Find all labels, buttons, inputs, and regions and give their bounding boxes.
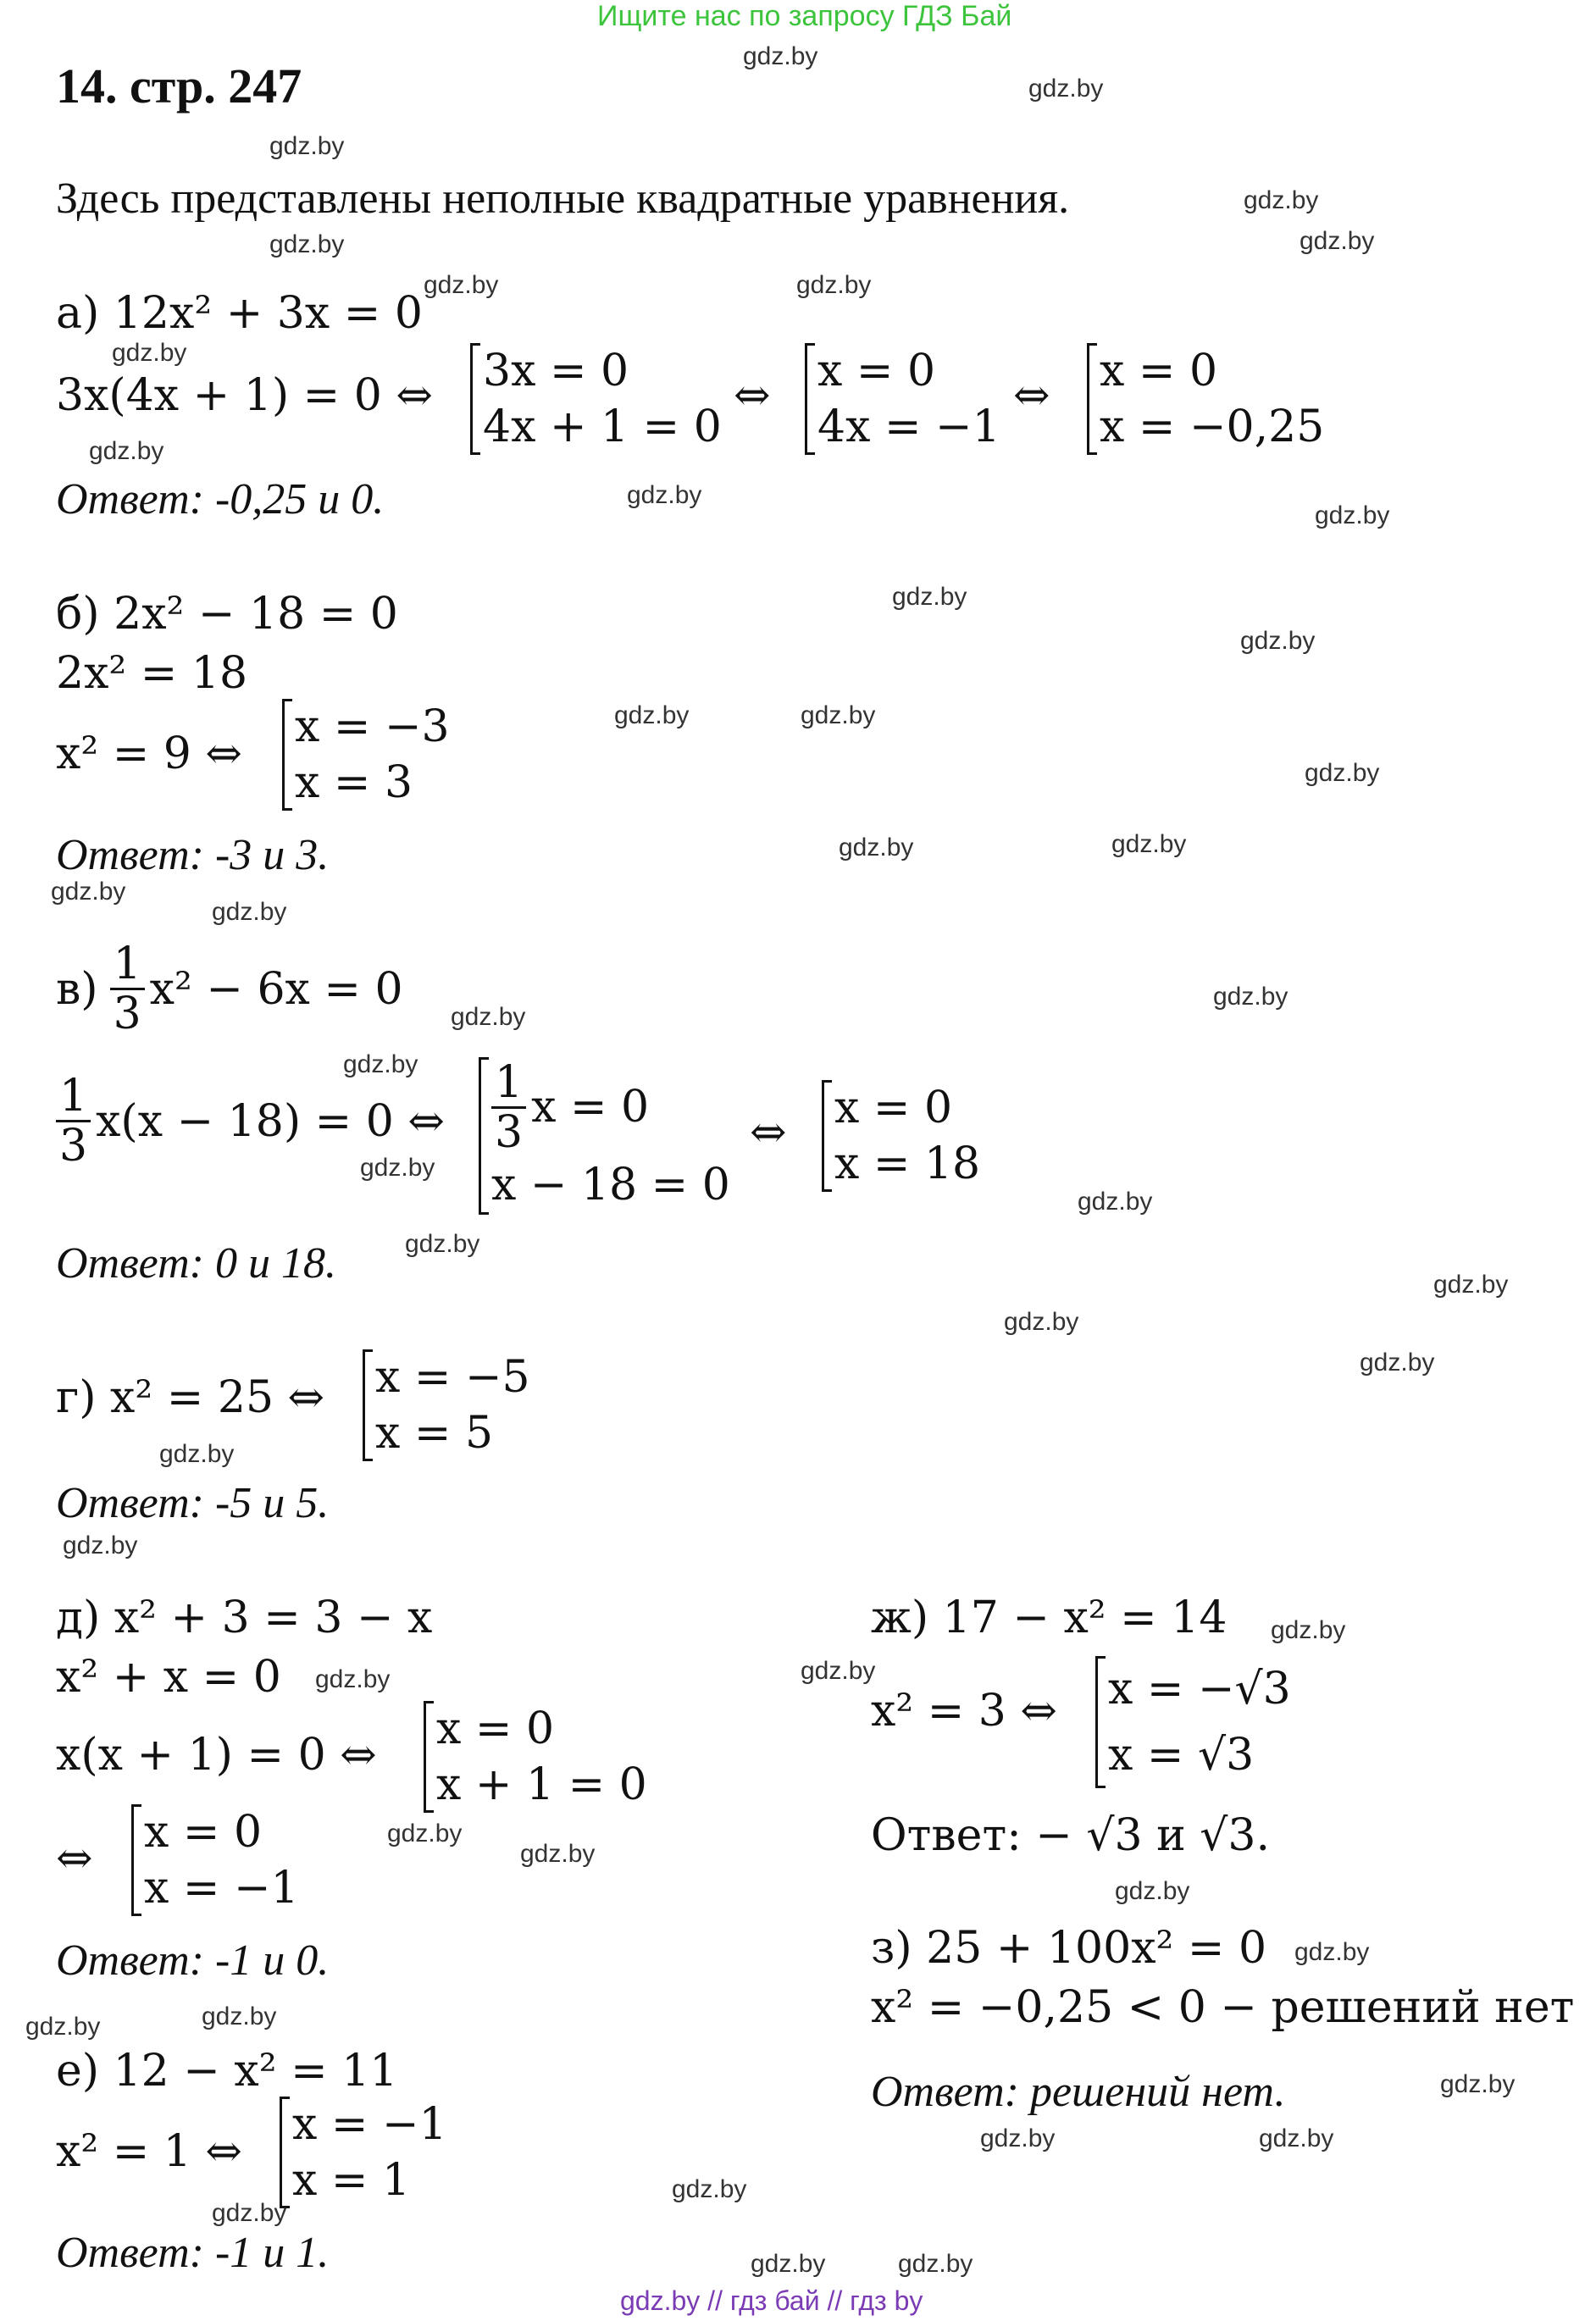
watermark: gdz.by: [743, 42, 818, 70]
task-a-system-3-row-1: x = 0: [1100, 346, 1218, 396]
task-a-line1: 3x(4x + 1) = 0 ⇔: [56, 370, 433, 421]
task-v-answer: Ответ: 0 и 18.: [56, 1239, 336, 1288]
task-d-system-2: [131, 1804, 299, 1916]
task-a-system-1: [470, 343, 722, 455]
watermark: gdz.by: [1240, 627, 1316, 655]
watermark: gdz.by: [424, 271, 499, 299]
task-e-system-row-2: x = 1: [292, 2155, 411, 2206]
watermark: gdz.by: [520, 1840, 596, 1868]
watermark: gdz.by: [405, 1230, 480, 1258]
watermark: gdz.by: [269, 132, 345, 160]
task-g-answer: Ответ: -5 и 5.: [56, 1479, 330, 1527]
task-v-system-1-row-1: [491, 1057, 730, 1157]
task-b-answer: Ответ: -3 и 3.: [56, 831, 330, 879]
watermark: gdz.by: [1078, 1188, 1153, 1216]
search-banner: Ищите нас по запросу ГДЗ Бай: [597, 0, 1012, 32]
task-v-system-row-1-rest: x = 0: [531, 1082, 650, 1133]
task-v-label: [56, 939, 403, 1039]
watermark: gdz.by: [980, 2124, 1056, 2152]
task-b-line2: x² = 9 ⇔: [56, 728, 242, 779]
task-d-arrow: ⇔: [56, 1833, 93, 1884]
task-d-system-1: [424, 1701, 647, 1813]
watermark: gdz.by: [898, 2250, 973, 2278]
watermark: gdz.by: [1028, 75, 1104, 102]
task-v-rest: x² − 6x = 0: [149, 963, 403, 1015]
watermark: gdz.by: [451, 1003, 526, 1031]
task-z-answer: Ответ: решений нет.: [871, 2068, 1286, 2116]
intro-text: Здесь представлены неполные квадратные уравнения.: [56, 174, 1070, 223]
task-a-system-2: [805, 343, 1000, 455]
task-d-line2: x(x + 1) = 0 ⇔: [56, 1730, 377, 1781]
task-z-line1: x² = −0,25 < 0 − решений нет: [871, 1982, 1575, 2033]
task-b-system-row-2: x = 3: [295, 757, 413, 808]
watermark: gdz.by: [1004, 1308, 1079, 1336]
task-e-answer: Ответ: -1 и 1.: [56, 2229, 330, 2277]
watermark: gdz.by: [672, 2175, 747, 2203]
watermark: gdz.by: [1315, 501, 1390, 529]
task-v-line-fraction-numerator: 1: [56, 1074, 91, 1122]
watermark: gdz.by: [1300, 227, 1375, 255]
task-v-system-fraction-numerator: 1: [491, 1061, 526, 1109]
watermark: gdz.by: [1305, 759, 1380, 787]
watermark: gdz.by: [627, 481, 702, 509]
task-a-system-2-row-2: 4x = −1: [817, 402, 1000, 452]
task-v-prefix: в): [56, 963, 98, 1015]
watermark: gdz.by: [1111, 830, 1187, 858]
task-d-system-1-row-1: x = 0: [436, 1703, 555, 1754]
watermark: gdz.by: [1244, 186, 1319, 214]
task-v-fraction-denominator: 3: [113, 989, 141, 1039]
task-d-system-2-row-2: x = −1: [144, 1863, 299, 1914]
watermark: gdz.by: [112, 339, 187, 367]
task-e-line1: x² = 1 ⇔: [56, 2126, 242, 2177]
task-v-system-2: [822, 1080, 980, 1192]
watermark: gdz.by: [360, 1154, 435, 1182]
task-b-label: б) 2x² − 18 = 0: [56, 589, 398, 640]
task-b-line1: 2x² = 18: [56, 648, 248, 699]
watermark: gdz.by: [751, 2250, 826, 2278]
task-g-system-row-2: x = 5: [375, 1408, 494, 1459]
task-v-line-fraction-denominator: 3: [59, 1121, 88, 1172]
watermark: gdz.by: [1213, 983, 1288, 1011]
task-v-system-fraction: [491, 1056, 526, 1158]
watermark: gdz.by: [1271, 1616, 1346, 1644]
footer-links[interactable]: gdz.by // гдз бай // гдз by: [620, 2285, 923, 2316]
watermark: gdz.by: [614, 701, 690, 729]
watermark: gdz.by: [212, 2199, 287, 2227]
task-v-system-2-row-2: x = 18: [834, 1138, 981, 1189]
task-v-line-rest: x(x − 18) = 0 ⇔: [96, 1095, 445, 1147]
task-b-system-row-1: x = −3: [295, 701, 450, 752]
watermark: gdz.by: [1360, 1349, 1435, 1377]
page-heading: 14. стр. 247: [56, 58, 302, 114]
watermark: gdz.by: [25, 2013, 101, 2041]
task-v-system-1: [479, 1057, 730, 1215]
task-a-label: а) 12x² + 3x = 0: [56, 288, 423, 339]
watermark: gdz.by: [1433, 1271, 1509, 1299]
watermark: gdz.by: [63, 1532, 138, 1559]
watermark: gdz.by: [159, 1440, 235, 1468]
task-a-arrow-1: ⇔: [734, 370, 771, 421]
watermark: gdz.by: [202, 2002, 277, 2030]
task-zh-system-row-2: x = √3: [1108, 1730, 1255, 1781]
task-a-answer: Ответ: -0,25 и 0.: [56, 475, 385, 523]
task-v-fraction-numerator: 1: [110, 942, 145, 990]
watermark: gdz.by: [387, 1820, 463, 1847]
task-zh-system: [1095, 1656, 1291, 1788]
watermark: gdz.by: [1259, 2124, 1334, 2152]
task-e-system-row-1: x = −1: [292, 2099, 447, 2150]
task-a-system-3: [1087, 343, 1324, 455]
watermark: gdz.by: [1294, 1938, 1370, 1966]
task-zh-line1: x² = 3 ⇔: [871, 1686, 1057, 1737]
watermark: gdz.by: [801, 1657, 876, 1685]
task-v-system-1-row-2: x − 18 = 0: [491, 1160, 730, 1210]
task-v-line-fraction: [56, 1071, 91, 1172]
task-d-answer: Ответ: -1 и 0.: [56, 1936, 330, 1985]
task-a-arrow-2: ⇔: [1013, 370, 1050, 421]
watermark: gdz.by: [269, 230, 345, 258]
task-b-system: [282, 699, 450, 811]
task-e-label: е) 12 − x² = 11: [56, 2046, 398, 2097]
task-d-system-2-row-1: x = 0: [144, 1807, 263, 1858]
watermark: gdz.by: [801, 701, 876, 729]
watermark: gdz.by: [839, 834, 914, 861]
task-z-label: з) 25 + 100x² = 0: [871, 1923, 1267, 1974]
task-zh-system-row-1: x = −√3: [1108, 1664, 1291, 1714]
task-a-system-3-row-2: x = −0,25: [1100, 402, 1325, 452]
watermark: gdz.by: [1115, 1877, 1190, 1905]
task-v-arrow: ⇔: [750, 1107, 787, 1158]
task-zh-answer: Ответ: − √3 и √3.: [871, 1810, 1271, 1861]
task-e-system: [280, 2097, 447, 2208]
task-d-system-1-row-2: x + 1 = 0: [436, 1759, 647, 1810]
watermark: gdz.by: [1440, 2070, 1516, 2098]
watermark: gdz.by: [315, 1665, 391, 1693]
task-v-system-fraction-denominator: 3: [495, 1106, 524, 1158]
task-zh-label: ж) 17 − x² = 14: [871, 1593, 1227, 1643]
task-d-label: д) x² + 3 = 3 − x: [56, 1593, 433, 1643]
watermark: gdz.by: [892, 583, 967, 611]
task-g-label: г) x² = 25 ⇔: [56, 1372, 325, 1423]
task-d-line1: x² + x = 0: [56, 1652, 281, 1703]
watermark: gdz.by: [51, 878, 126, 906]
task-a-system-1-row-2: 4x + 1 = 0: [483, 402, 722, 452]
watermark: gdz.by: [343, 1050, 418, 1078]
watermark: gdz.by: [89, 437, 164, 465]
task-g-system: [363, 1349, 530, 1461]
task-g-system-row-1: x = −5: [375, 1352, 530, 1403]
task-a-system-2-row-1: x = 0: [817, 346, 936, 396]
task-a-system-1-row-1: 3x = 0: [483, 346, 629, 396]
task-v-fraction: [110, 939, 145, 1039]
watermark: gdz.by: [796, 271, 872, 299]
task-v-system-2-row-1: x = 0: [834, 1083, 953, 1133]
watermark: gdz.by: [212, 898, 287, 926]
